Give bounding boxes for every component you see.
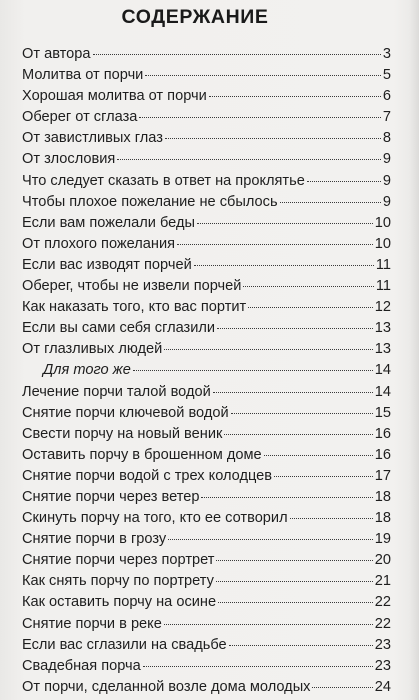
dot-leader [218, 602, 373, 603]
toc-entry-page-number: 13 [374, 320, 391, 337]
dot-leader [312, 687, 372, 688]
toc-entry-title: Снятие порчи ключевой водой [22, 404, 229, 421]
toc-entry-title: От порчи, сделанной возле дома молодых [22, 678, 311, 695]
toc-entry [22, 276, 391, 297]
toc-entry-title: Если вас сглазили на свадьбе [22, 636, 227, 653]
toc-entry-page-number: 9 [382, 151, 391, 168]
toc-entry-title: Снятие порчи через портрет [22, 552, 215, 569]
dot-leader [145, 75, 381, 76]
toc-entry [22, 213, 391, 234]
dot-leader [164, 349, 372, 350]
toc-entry-title: Оберег, чтобы не извели порчей [22, 278, 242, 295]
toc-entry-title: Оберег от сглаза [22, 109, 138, 126]
dot-leader [213, 392, 373, 393]
toc-entry [22, 44, 391, 65]
toc-entry-page-number: 21 [374, 573, 391, 590]
toc-entry [22, 508, 391, 529]
dot-leader [93, 54, 381, 55]
dot-leader [248, 307, 373, 308]
toc-entry-page-number: 16 [374, 446, 391, 463]
toc-entry [22, 149, 391, 170]
toc-entry-page-number: 18 [374, 510, 391, 527]
toc-entry [22, 339, 391, 360]
toc-entry [22, 571, 391, 592]
dot-leader [164, 624, 373, 625]
toc-entry [22, 424, 391, 445]
toc-entry [22, 65, 391, 86]
toc-entry [22, 297, 391, 318]
toc-entry-title: Свести порчу на новый веник [22, 425, 223, 442]
toc-entry [22, 635, 391, 656]
toc-entry-page-number: 17 [374, 467, 391, 484]
toc-entry [22, 445, 391, 466]
toc-entry [22, 86, 391, 107]
dot-leader [274, 476, 373, 477]
toc-entry-page-number: 22 [374, 594, 391, 611]
toc-entry-page-number: 16 [374, 425, 391, 442]
dot-leader [280, 202, 381, 203]
dot-leader [117, 159, 381, 160]
dot-leader [264, 455, 373, 456]
toc-entry-page-number: 9 [382, 172, 391, 189]
dot-leader [143, 666, 373, 667]
toc-entry-title: Что следует сказать в ответ на проклятье [22, 172, 305, 189]
toc-entry [22, 592, 391, 613]
dot-leader [217, 328, 373, 329]
dot-leader [139, 117, 380, 118]
toc-entry-title: Чтобы плохое пожелание не сбылось [22, 193, 278, 210]
toc-entry-page-number: 5 [382, 67, 391, 84]
toc-entry-page-number: 13 [374, 341, 391, 358]
dot-leader [231, 413, 373, 414]
toc-entry-title: От глазливых людей [22, 341, 163, 358]
toc-entry-page-number: 20 [374, 552, 391, 569]
dot-leader [197, 223, 373, 224]
toc-entry [22, 466, 391, 487]
toc-entry-title: Лечение порчи талой водой [22, 383, 211, 400]
dot-leader [209, 96, 381, 97]
toc-entry [22, 318, 391, 339]
toc-entry-page-number: 24 [374, 678, 391, 695]
toc-entry-page-number: 23 [374, 636, 391, 653]
toc-entry-page-number: 14 [374, 383, 391, 400]
dot-leader [290, 518, 373, 519]
toc-entry [22, 255, 391, 276]
dot-leader [194, 265, 374, 266]
toc-entry-title: Как наказать того, кто вас портит [22, 299, 247, 316]
dot-leader [165, 138, 381, 139]
toc-entry-title: От плохого пожелания [22, 235, 176, 252]
toc-entry-title: Как снять порчу по портрету [22, 573, 214, 590]
toc-entry-page-number: 10 [374, 235, 391, 252]
toc-entry-title: Скинуть порчу на того, кто ее сотворил [22, 510, 288, 527]
toc-entry-title: От злословия [22, 151, 116, 168]
toc-entry [22, 614, 391, 635]
toc-entry-title: От автора [22, 46, 91, 62]
toc-entry [22, 656, 391, 677]
toc-entry [22, 677, 391, 698]
toc-entry-page-number: 10 [374, 214, 391, 231]
toc-entry-title: Свадебная порча [22, 657, 141, 674]
toc-entry-title: От завистливых глаз [22, 130, 163, 147]
toc-entry-page-number: 11 [375, 256, 391, 273]
toc-entry-page-number: 23 [374, 657, 391, 674]
toc-entry-title: Если вам пожелали беды [22, 214, 195, 231]
toc-entry-page-number: 14 [374, 362, 391, 379]
toc-entry-title: Снятие порчи в грозу [22, 531, 167, 548]
toc-entry-page-number: 12 [374, 299, 391, 316]
toc-entry-page-number: 6 [382, 88, 391, 105]
toc-entry-title: Молитва от порчи [22, 67, 144, 84]
dot-leader [224, 434, 372, 435]
toc-entry [22, 128, 391, 149]
toc-entry-title: Хорошая молитва от порчи [22, 88, 207, 105]
toc-entry-title: Оставить порчу в брошенном доме [22, 446, 262, 463]
toc-entry [22, 550, 391, 571]
toc-entry [22, 171, 391, 192]
toc-entry [22, 360, 391, 381]
toc-entry-page-number: 7 [382, 109, 391, 126]
dot-leader [168, 539, 373, 540]
toc-entry-title: Для того же [43, 362, 131, 379]
toc-entry-title: Если вас изводят порчей [22, 256, 192, 273]
dot-leader [201, 497, 372, 498]
toc-entry [22, 403, 391, 424]
toc-entry-page-number: 3 [382, 46, 391, 62]
toc-entry-page-number: 15 [374, 404, 391, 421]
page-edge-shadow [409, 0, 419, 700]
toc-entry-page-number: 9 [382, 193, 391, 210]
toc-entry-page-number: 8 [382, 130, 391, 147]
toc-entry-title: Снятие порчи через ветер [22, 488, 200, 505]
dot-leader [216, 581, 373, 582]
toc-entry [22, 487, 391, 508]
toc-entry-page-number: 11 [375, 278, 391, 295]
dot-leader [307, 181, 381, 182]
toc-entry [22, 234, 391, 255]
toc-entry [22, 529, 391, 550]
page-title: СОДЕРЖАНИЕ [121, 6, 269, 28]
toc-entry [22, 107, 391, 128]
dot-leader [177, 244, 373, 245]
toc-entry-title: Если вы сами себя сглазили [22, 320, 216, 337]
toc-entry [22, 192, 391, 213]
toc-entry-page-number: 22 [374, 615, 391, 632]
dot-leader [133, 370, 373, 371]
dot-leader [243, 286, 373, 287]
toc-entry-title: Снятие порчи водой с трех колодцев [22, 467, 273, 484]
toc-entry-title: Как оставить порчу на осине [22, 594, 217, 611]
dot-leader [216, 560, 372, 561]
dot-leader [229, 645, 373, 646]
table-of-contents [22, 44, 391, 698]
toc-entry-page-number: 18 [374, 488, 391, 505]
toc-entry-page-number: 19 [374, 531, 391, 548]
toc-entry [22, 382, 391, 403]
toc-entry-title: Снятие порчи в реке [22, 615, 162, 632]
